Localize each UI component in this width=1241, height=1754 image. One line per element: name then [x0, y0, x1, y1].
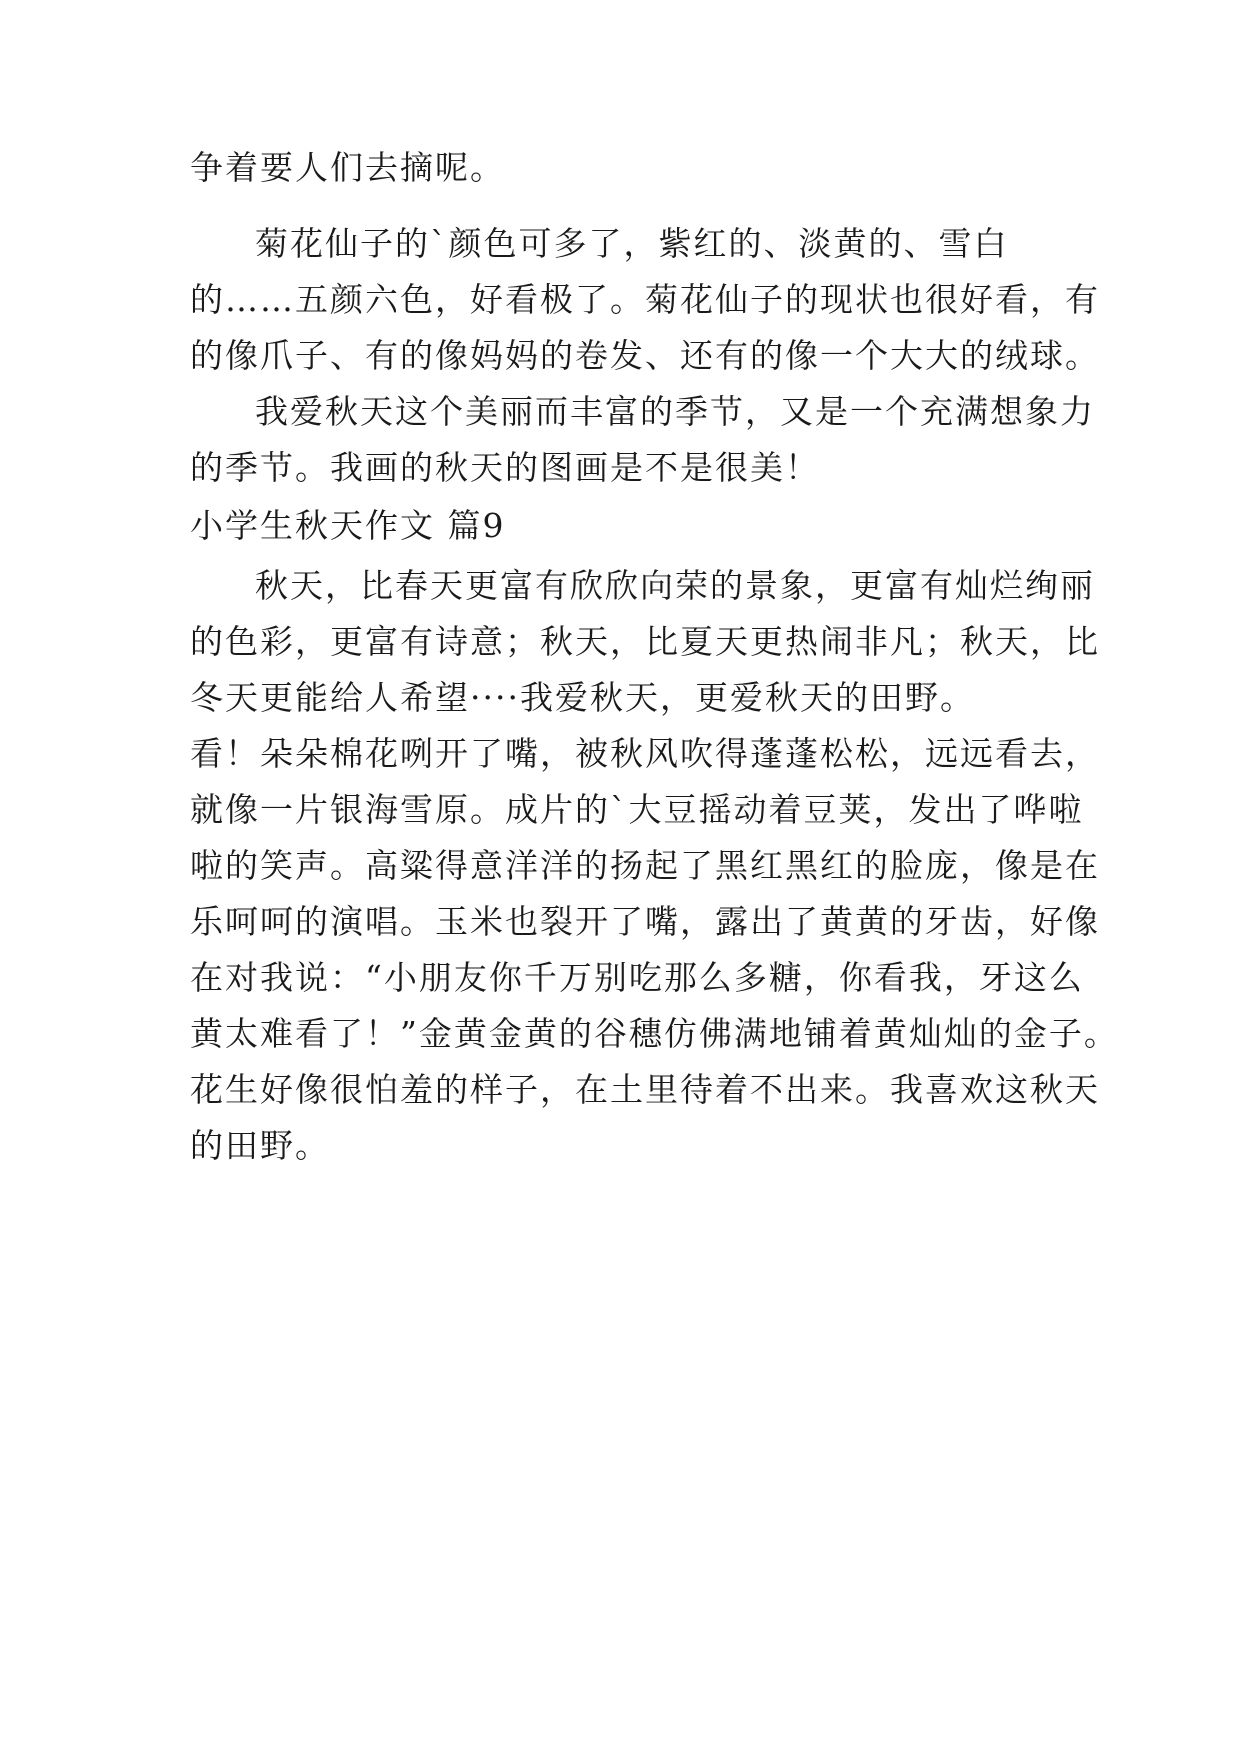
paragraph-line: 乐呵呵的演唱。玉米也裂开了嘴，露出了黄黄的牙齿，好像 [190, 902, 1100, 941]
paragraph-line: 菊花仙子的`颜色可多了，紫红的、淡黄的、雪白 [255, 224, 1009, 263]
paragraph-line: 看！朵朵棉花咧开了嘴，被秋风吹得蓬蓬松松，远远看去， [190, 734, 1100, 773]
paragraph-line: 的色彩，更富有诗意；秋天，比夏天更热闹非凡；秋天，比 [190, 622, 1100, 661]
paragraph-line: 啦的笑声。高粱得意洋洋的扬起了黑红黑红的脸庞，像是在 [190, 846, 1100, 885]
paragraph-line: 争着要人们去摘呢。 [190, 148, 505, 187]
paragraph-line: 黄太难看了！”金黄金黄的谷穗仿佛满地铺着黄灿灿的金子。 [190, 1014, 1119, 1053]
paragraph-line: 的田野。 [190, 1126, 330, 1165]
paragraph-line: 在对我说：“小朋友你千万别吃那么多糖，你看我，牙这么 [190, 958, 1084, 997]
paragraph-line: 我爱秋天这个美丽而丰富的季节，又是一个充满想象力 [255, 392, 1095, 431]
paragraph-line: 冬天更能给人希望····我爱秋天，更爱秋天的田野。 [190, 678, 975, 717]
paragraph-line: 秋天，比春天更富有欣欣向荣的景象，更富有灿烂绚丽 [255, 566, 1095, 605]
paragraph-line: 的季节。我画的秋天的图画是不是很美！ [190, 448, 820, 487]
paragraph-line: 的像爪子、有的像妈妈的卷发、还有的像一个大大的绒球。 [190, 336, 1100, 375]
paragraph-line: 的……五颜六色，好看极了。菊花仙子的现状也很好看，有 [190, 280, 1100, 319]
paragraph-line: 就像一片银海雪原。成片的`大豆摇动着豆荚，发出了哗啦 [190, 790, 1084, 829]
section-heading: 小学生秋天作文 篇9 [190, 506, 506, 545]
paragraph-line: 花生好像很怕羞的样子，在土里待着不出来。我喜欢这秋天 [190, 1070, 1100, 1109]
